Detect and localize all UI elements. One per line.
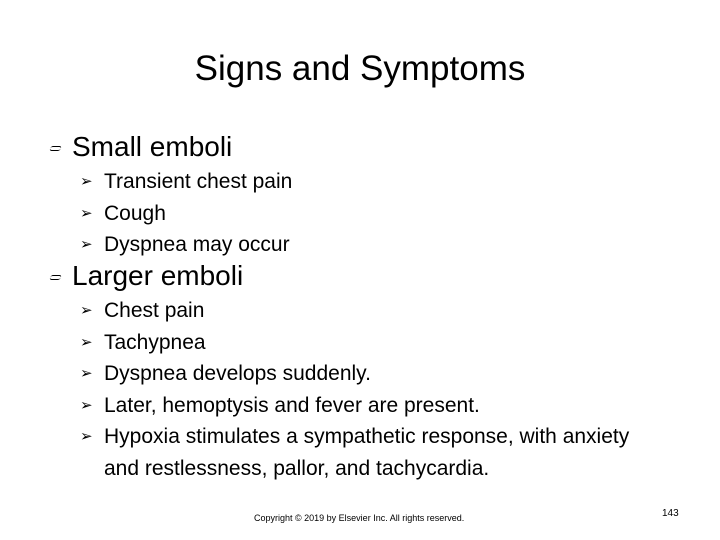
arrow-bullet-icon: ➢ [80, 364, 93, 382]
sub-list [48, 166, 688, 261]
section-larger-emboli [48, 259, 688, 484]
list-item [48, 198, 688, 230]
arrow-bullet-icon: ➢ [80, 332, 93, 351]
list-item [48, 358, 688, 390]
copyright-footer: Copyright © 2019 by Elsevier Inc. All rights reserved. [254, 513, 465, 523]
arrow-bullet-icon: ➢ [80, 301, 93, 319]
list-item-text: Dyspnea develops suddenly. [104, 362, 371, 385]
list-item [48, 229, 688, 261]
section-heading: Small emboli [72, 131, 233, 162]
slide-title: Signs and Symptoms [194, 49, 526, 88]
list-item-text: Later, hemoptysis and fever are present. [104, 393, 480, 417]
sub-list [48, 295, 688, 484]
arrow-bullet-icon: ➢ [80, 235, 93, 253]
list-item-text: Transient chest pain [104, 170, 293, 193]
list-item-text: Hypoxia stimulates a sympathetic response, with anxiety and restlessness, pallor, and tachycardia. [104, 425, 630, 480]
arrow-bullet-icon: ➢ [80, 427, 93, 445]
page-number: 143 [662, 508, 679, 519]
arrow-bullet-icon: ➢ [80, 172, 93, 190]
list-item [48, 166, 688, 198]
section-small-emboli [48, 130, 688, 261]
arrow-bullet-icon: ➢ [80, 203, 93, 222]
main-bullet-icon [48, 259, 72, 293]
section-heading: Larger emboli [72, 260, 244, 291]
arrow-bullet-icon: ➢ [80, 395, 93, 414]
list-item-text: Chest pain [104, 299, 205, 322]
list-item [48, 390, 688, 422]
main-bullet-icon [48, 130, 72, 164]
list-item-text: Cough [104, 201, 166, 225]
list-item [48, 327, 688, 359]
list-item [48, 421, 664, 484]
list-item-text: Tachypnea [104, 330, 206, 354]
list-item [48, 295, 688, 327]
list-item-text: Dyspnea may occur [104, 233, 290, 256]
